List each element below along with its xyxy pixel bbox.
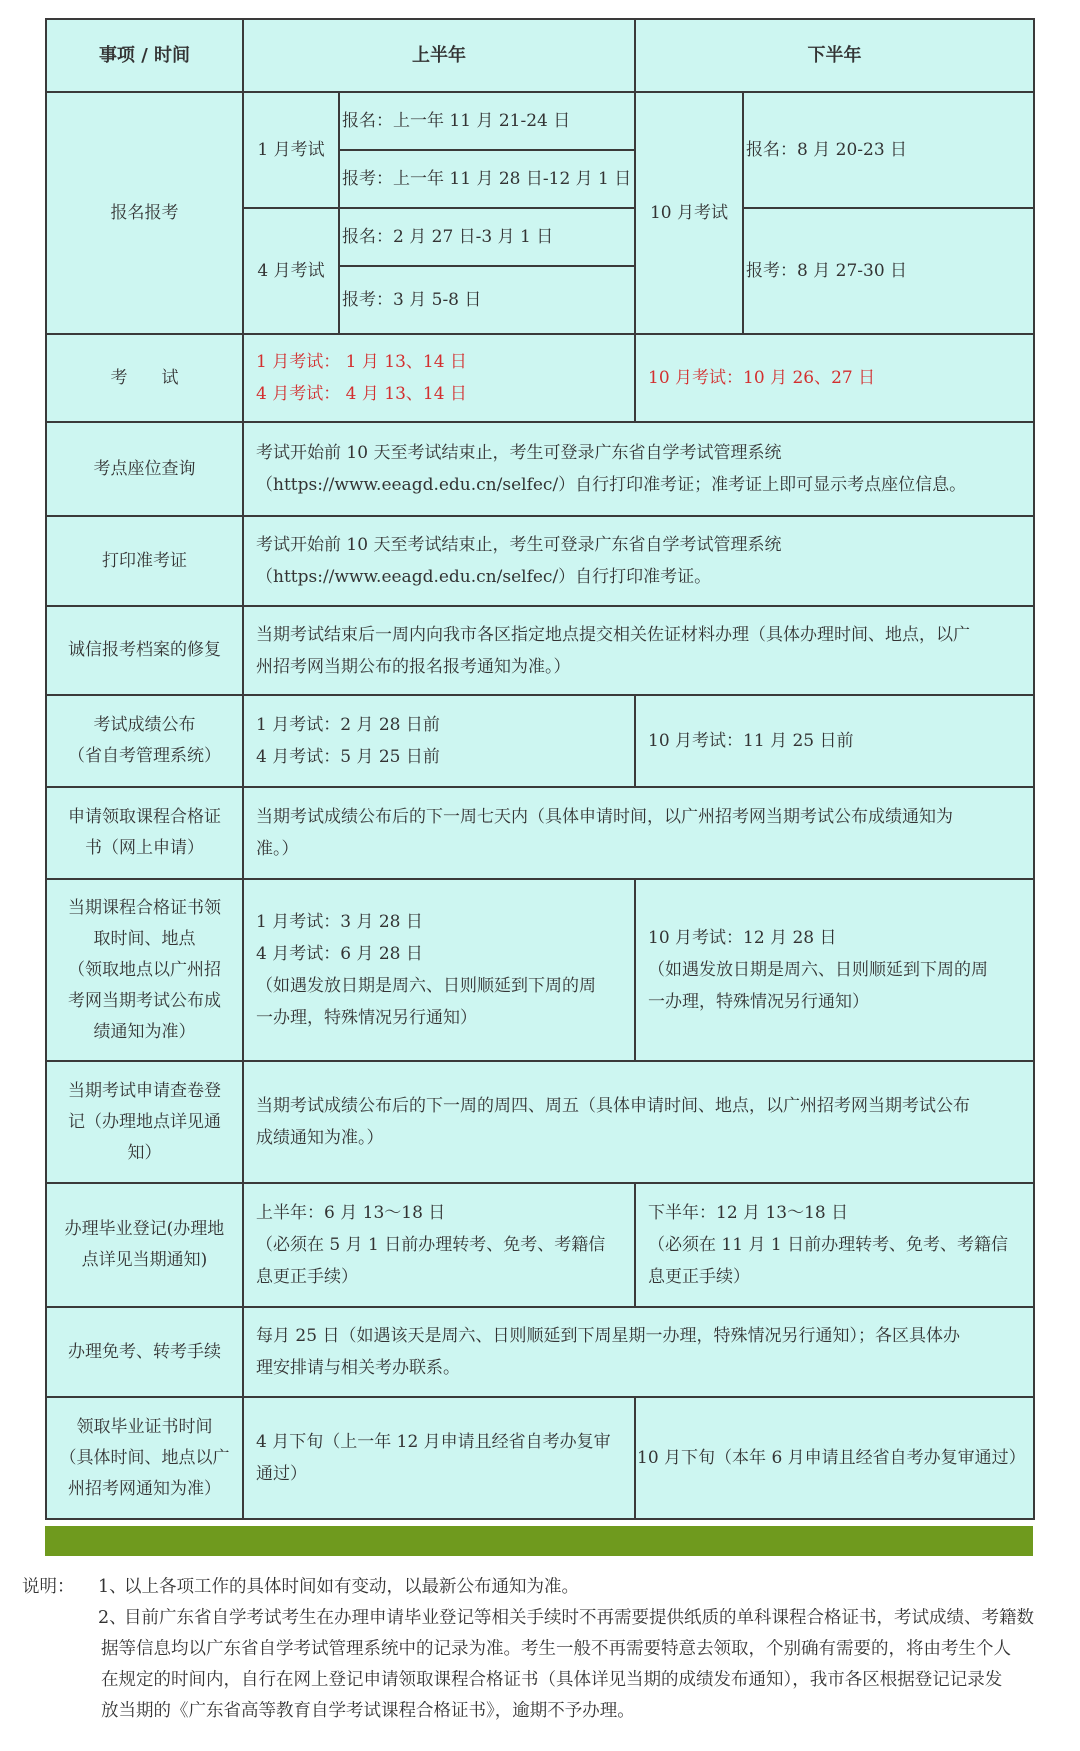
exempt-line2: 理安排请与相关考办联系。 [256,1358,460,1378]
cert-pickup-second-note-cont: 一办理，特殊情况另行通知） [648,992,869,1012]
cert-pickup-label [46,879,243,1061]
recheck-content [243,1061,1034,1183]
scores-label-line2: （省自考管理系统） [68,746,221,766]
integrity-row [46,606,1034,695]
cert-pickup-label-line: 绩通知为准） [93,1021,196,1042]
note-text-2-line1: 目前广东省自学考试考生在办理申请毕业登记等相关手续时不再需要提供纸质的单科课程合格证书，考试成绩、考籍数 [124,1608,1034,1628]
cert-apply-label-line2: 书（网上申请） [85,838,204,858]
cert-pickup-label-line: 当期课程合格证书领 [68,897,221,918]
cert-apply-label [46,787,243,879]
cert-pickup-label-line: 考网当期考试公布成 [68,990,221,1011]
apr-apply: 报考：3 月 5-8 日 [339,266,635,334]
apr-signup: 报名：2 月 27 日-3 月 1 日 [339,208,635,266]
exam-apr-date: 4 月考试： 4 月 13、14 日 [256,384,467,404]
cert-pickup-row [46,879,1034,1061]
cert-apply-line2: 准。） [256,839,299,859]
table-header-row [46,19,1034,92]
seat-query-content [243,422,1034,516]
recheck-label-line: 知） [127,1142,162,1163]
seat-query-line2: （https://www.eeagd.edu.cn/selfec/）自行打印准考证；准考证上即可显示考点座位信息。 [256,475,967,495]
registration-row [46,92,1034,150]
cert-apply-content [243,787,1034,879]
exempt-label: 办理免考、转考手续 [46,1307,243,1397]
scores-label-line1: 考试成绩公布 [93,715,196,735]
cert-pickup-jan: 1 月考试：3 月 28 日 [256,912,423,932]
graduation-first-note-cont: 息更正手续） [256,1267,358,1287]
note-item-2 [22,1603,1062,1634]
oct-exam-label: 10 月考试 [635,92,743,334]
seat-query-line1: 考试开始前 10 天至考试结束止，考生可登录广东省自学考试管理系统 [256,443,782,463]
exam-first-half [243,334,635,422]
apr-exam-label: 4 月考试 [243,208,339,334]
recheck-line1: 当期考试成绩公布后的下一周的周四、周五（具体申请时间、地点，以广州招考网当期考试公布 [256,1096,970,1116]
note-number-2: 2、 [98,1608,127,1628]
schedule-table [45,18,1035,1520]
exempt-row [46,1307,1034,1397]
cert-pickup-first-note-cont: 一办理，特殊情况另行通知） [256,1008,477,1028]
exempt-line1: 每月 25 日（如遇该天是周六、日则顺延到下周星期一办理，特殊情况另行通知）；各区具体办 [256,1326,960,1346]
cert-pickup-second-note: （如遇发放日期是周六、日则顺延到下周的周 [648,960,988,980]
integrity-line1: 当期考试结束后一周内向我市各区指定地点提交相关佐证材料办理（具体办理时间、地点，以广 [256,624,970,645]
cert-apply-row [46,787,1034,879]
integrity-content [243,606,1034,695]
exam-label: 考 试 [46,334,243,422]
diploma-label-line: 领取毕业证书时间 [76,1416,213,1437]
note-text-2-line4: 放当期的《广东省高等教育自学考试课程合格证书》，逾期不予办理。 [101,1701,635,1721]
scores-apr: 4 月考试：5 月 25 日前 [256,747,440,767]
diploma-row [46,1397,1034,1519]
jan-exam-label: 1 月考试 [243,92,339,208]
scores-jan: 1 月考试：2 月 28 日前 [256,715,440,735]
oct-signup: 报名：8 月 20-23 日 [743,92,1034,208]
recheck-label-line: 当期考试申请查卷登 [68,1080,221,1101]
graduation-label-line: 办理毕业登记(办理地 [64,1219,225,1239]
cert-apply-label-line1: 申请领取课程合格证 [68,807,221,827]
header-item-time: 事项 / 时间 [46,19,243,92]
cert-pickup-label-line: 取时间、地点 [93,928,196,949]
exam-row [46,334,1034,422]
cert-pickup-first-note: （如遇发放日期是周六、日则顺延到下周的周 [256,976,596,996]
graduation-first-date: 上半年：6 月 13～18 日 [256,1203,446,1223]
print-ticket-row [46,516,1034,606]
scores-row [46,695,1034,787]
graduation-label [46,1183,243,1307]
recheck-label-line: 记（办理地点详见通 [68,1111,221,1132]
schedule-table-wrapper [45,18,1033,1520]
exam-oct-date: 10 月考试：10 月 26、27 日 [635,334,1034,422]
print-ticket-line1: 考试开始前 10 天至考试结束止，考生可登录广东省自学考试管理系统 [256,535,782,555]
notes-prefix: 说明： [22,1577,75,1597]
cert-pickup-first-half [243,879,635,1061]
header-first-half: 上半年 [243,19,635,92]
diploma-first-line1: 4 月下旬（上一年 12 月申请且经省自考办复审 [256,1432,611,1452]
cert-pickup-oct: 10 月考试：12 月 28 日 [648,928,837,948]
recheck-label [46,1061,243,1183]
seat-query-row [46,422,1034,516]
note-text-1: 以上各项工作的具体时间如有变动，以最新公布通知为准。 [124,1577,579,1597]
scores-oct: 10 月考试：11 月 25 日前 [635,695,1034,787]
green-divider-bar [45,1526,1033,1556]
cert-apply-line1: 当期考试成绩公布后的下一周七天内（具体申请时间，以广州招考网当期考试公布成绩通知为 [256,807,953,827]
note-text-2-line2: 据等信息均以广东省自学考试管理系统中的记录为准。考生一般不再需要特意去领取，个别确有需要的，将由考生个人 [101,1639,1011,1659]
scores-first-half [243,695,635,787]
integrity-line2: 州招考网当期公布的报名报考通知为准。） [256,656,571,677]
diploma-label-line: （具体时间、地点以广 [59,1447,230,1468]
scores-label [46,695,243,787]
diploma-label [46,1397,243,1519]
jan-apply: 报考：上一年 11 月 28 日-12 月 1 日 [339,150,635,208]
header-second-half: 下半年 [635,19,1034,92]
cert-pickup-second-half [635,879,1034,1061]
graduation-second-note: （必须在 11 月 1 日前办理转考、免考、考籍信 [648,1235,1009,1255]
cert-pickup-apr: 4 月考试：6 月 28 日 [256,944,423,964]
oct-apply: 报考：8 月 27-30 日 [743,208,1034,334]
seat-query-label: 考点座位查询 [46,422,243,516]
print-ticket-label: 打印准考证 [46,516,243,606]
graduation-first-note: （必须在 5 月 1 日前办理转考、免考、考籍信 [256,1235,606,1255]
graduation-row [46,1183,1034,1307]
graduation-second-date: 下半年：12 月 13～18 日 [648,1203,849,1223]
graduation-label-line: 点详见当期通知) [81,1250,208,1270]
notes-section [22,1572,1062,1727]
graduation-second-note-cont: 息更正手续） [648,1267,750,1287]
cert-pickup-label-line: （领取地点以广州招 [68,959,221,980]
jan-signup: 报名：上一年 11 月 21-24 日 [339,92,635,150]
print-ticket-content [243,516,1034,606]
diploma-first-half [243,1397,635,1519]
diploma-label-line: 州招考网通知为准） [68,1478,221,1499]
integrity-label: 诚信报考档案的修复 [46,606,243,695]
note-item-1 [22,1572,1062,1603]
recheck-row [46,1061,1034,1183]
diploma-second-half: 10 月下旬（本年 6 月申请且经省自考办复审通过） [635,1397,1034,1519]
note-number-1: 1、 [98,1577,127,1597]
recheck-line2: 成绩通知为准。） [256,1128,384,1148]
graduation-first-half [243,1183,635,1307]
diploma-first-line2: 通过） [256,1464,307,1484]
exam-jan-date: 1 月考试： 1 月 13、14 日 [256,352,467,372]
print-ticket-line2: （https://www.eeagd.edu.cn/selfec/）自行打印准考证。 [256,567,712,587]
registration-label: 报名报考 [46,92,243,334]
note-text-2-line3: 在规定的时间内，自行在网上登记申请领取课程合格证书（具体详见当期的成绩发布通知），我市各区根据登记记录发 [101,1670,1003,1690]
exempt-content [243,1307,1034,1397]
graduation-second-half [635,1183,1034,1307]
